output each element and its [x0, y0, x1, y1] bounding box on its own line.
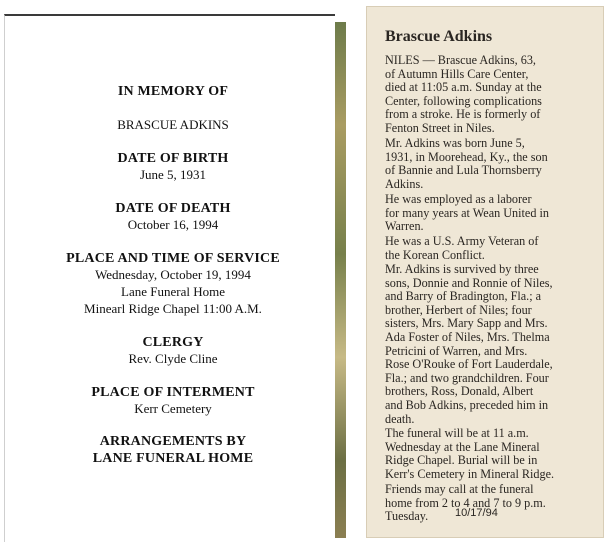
memorial-card	[0, 14, 346, 540]
obituary-paragraph	[385, 54, 597, 136]
obituary-line: Wednesday at the Lane Mineral	[385, 439, 540, 454]
clergy-name: Rev. Clyde Cline	[128, 351, 218, 366]
obituary-line: brother, Herbert of Niles; four	[385, 302, 532, 317]
obituary-line: Ridge Chapel. Burial will be in	[385, 453, 538, 468]
obituary-line: for many years at Wean United in	[385, 205, 549, 220]
obituary-paragraph	[385, 137, 597, 191]
obituary-line: Warren.	[385, 219, 424, 234]
obituary-paragraph	[385, 235, 597, 262]
obituary-line: Fla.; and two grandchildren. Four	[385, 370, 549, 385]
obituary-line: Tuesday.	[385, 509, 429, 524]
obituary-line: home from 2 to 4 and 7 to 9 p.m.	[385, 495, 546, 510]
obituary-line: Adkins.	[385, 176, 424, 191]
obituary-line: Fenton Street in Niles.	[385, 120, 495, 135]
birth-heading: DATE OF BIRTH	[117, 151, 229, 166]
arrangements-heading: LANE FUNERAL HOME	[92, 451, 254, 466]
obituary-line: from a stroke. He is formerly of	[385, 107, 541, 122]
obituary-paragraph	[385, 193, 597, 234]
obituary-line: NILES — Brascue Adkins, 63,	[385, 53, 536, 67]
service-heading: PLACE AND TIME OF SERVICE	[66, 251, 280, 266]
service-line: Lane Funeral Home	[121, 284, 225, 299]
obituary-line: death.	[385, 411, 415, 426]
obituary-line: died at 11:05 a.m. Sunday at the	[385, 80, 542, 95]
obituary-paragraph	[385, 427, 597, 481]
obituary-line: and Bob Adkins, preceded him in	[385, 397, 549, 412]
obituary-line: The funeral will be at 11 a.m.	[385, 426, 529, 440]
obituary-line: Petricini of Warren, and Mrs.	[385, 343, 528, 358]
obituary-line: 1931, in Moorehead, Ky., the son	[385, 149, 548, 164]
obituary-line: brothers, Ross, Donald, Albert	[385, 384, 534, 399]
interment-heading: PLACE OF INTERMENT	[91, 385, 255, 400]
obituary-paragraph	[385, 263, 597, 426]
obituary-line: and Barry of Bradington, Fla.; a	[385, 289, 542, 304]
obituary-title: Brascue Adkins	[385, 28, 493, 45]
birth-date: June 5, 1931	[139, 167, 207, 182]
obituary-line: the Korean Conflict.	[385, 247, 485, 262]
obituary-line: Mr. Adkins was born June 5,	[385, 136, 525, 150]
arrangements-heading: ARRANGEMENTS BY	[99, 434, 247, 449]
obituary-line: Ada Foster of Niles, Mrs. Thelma	[385, 329, 550, 344]
clipping-date: 10/17/94	[455, 507, 498, 519]
obituary-line: of Autumn Hills Care Center,	[385, 66, 529, 81]
interment-place: Kerr Cemetery	[134, 401, 212, 416]
obituary-line: Friends may call at the funeral	[385, 482, 534, 496]
card-page	[4, 14, 335, 542]
deceased-name: BRASCUE ADKINS	[117, 117, 229, 132]
service-line: Wednesday, October 19, 1994	[95, 267, 251, 282]
obituary-line: He was employed as a laborer	[385, 192, 532, 206]
obituary-line: Kerr's Cemetery in Mineral Ridge.	[385, 466, 555, 481]
obituary-line: sisters, Mrs. Mary Sapp and Mrs.	[385, 316, 548, 331]
obituary-line: sons, Donnie and Ronnie of Niles,	[385, 275, 553, 290]
death-date: October 16, 1994	[127, 217, 219, 232]
clergy-heading: CLERGY	[142, 335, 204, 350]
memorial-heading: IN MEMORY OF	[117, 84, 229, 99]
death-heading: DATE OF DEATH	[115, 201, 231, 216]
obituary-line: Rose O'Rouke of Fort Lauderdale,	[385, 357, 553, 372]
service-line: Minearl Ridge Chapel 11:00 A.M.	[84, 301, 262, 316]
obituary-line: Center, following complications	[385, 93, 542, 108]
newspaper-clipping	[366, 6, 604, 538]
obituary-line: of Bannie and Lula Thornsberry	[385, 163, 542, 178]
obituary-line: He was a U.S. Army Veteran of	[385, 234, 539, 248]
obituary-line: Mr. Adkins is survived by three	[385, 262, 539, 276]
